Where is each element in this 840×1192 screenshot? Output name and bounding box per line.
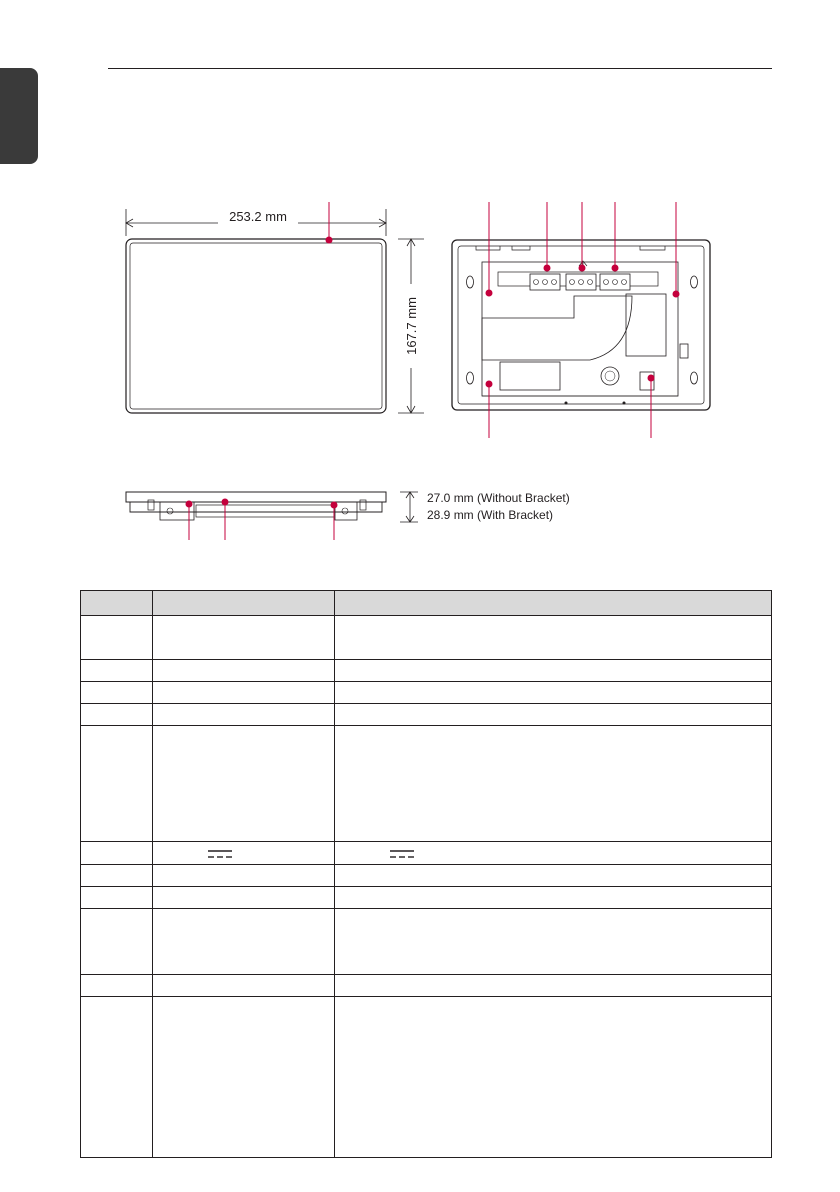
depth-without-bracket-label: 27.0 mm (Without Bracket) (427, 491, 570, 505)
cell-description (335, 842, 772, 865)
table-header-row (81, 591, 772, 616)
cell-name (153, 660, 335, 682)
cell-name (153, 726, 335, 842)
header-no (81, 591, 153, 616)
depth-with-bracket-label: 28.9 mm (With Bracket) (427, 508, 554, 522)
side-view (126, 491, 570, 540)
cell-description (335, 726, 772, 842)
cell-description (335, 997, 772, 1158)
cell-description (335, 865, 772, 887)
cell-name (153, 865, 335, 887)
table-row (81, 616, 772, 660)
cell-name (153, 887, 335, 909)
table-row (81, 887, 772, 909)
cell-no (81, 975, 153, 997)
header-name (153, 591, 335, 616)
cell-description (335, 909, 772, 975)
height-dimension-label: 167.7 mm (404, 297, 419, 355)
table-row (81, 865, 772, 887)
cell-description (335, 660, 772, 682)
cell-no (81, 682, 153, 704)
table-row (81, 909, 772, 975)
table-row (81, 997, 772, 1158)
cell-no (81, 909, 153, 975)
terminal-blocks (530, 274, 630, 290)
dc-symbol-icon (207, 849, 233, 859)
cell-name (153, 975, 335, 997)
table-row (81, 660, 772, 682)
cell-no (81, 842, 153, 865)
cell-no (81, 726, 153, 842)
dc-symbol-icon (389, 849, 415, 859)
cell-name (153, 682, 335, 704)
cell-name (153, 704, 335, 726)
cell-no (81, 660, 153, 682)
cell-no (81, 704, 153, 726)
cell-description (335, 704, 772, 726)
cell-description (335, 682, 772, 704)
width-dimension-label: 253.2 mm (229, 209, 287, 224)
cell-no (81, 616, 153, 660)
cell-name (153, 997, 335, 1158)
header-description (335, 591, 772, 616)
table-row (81, 975, 772, 997)
cell-name (153, 909, 335, 975)
cell-name (153, 842, 335, 865)
front-view (126, 202, 424, 413)
callout-dot (326, 237, 333, 244)
table-row (81, 704, 772, 726)
panel-outline (126, 239, 386, 413)
rear-view (452, 202, 710, 438)
cell-no (81, 865, 153, 887)
table-row (81, 682, 772, 704)
product-drawing (0, 0, 840, 590)
cell-no (81, 997, 153, 1158)
cell-description (335, 616, 772, 660)
cell-description (335, 975, 772, 997)
table-row (81, 726, 772, 842)
cell-description (335, 887, 772, 909)
cell-no (81, 887, 153, 909)
cell-name (153, 616, 335, 660)
table-row (81, 842, 772, 865)
parts-table (80, 590, 772, 1158)
